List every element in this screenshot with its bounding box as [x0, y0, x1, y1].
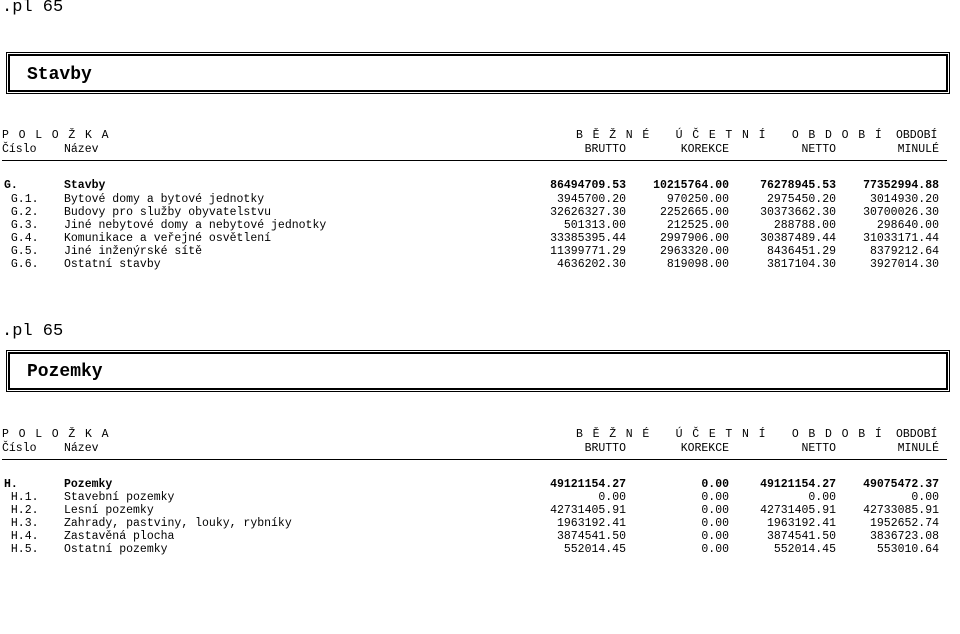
header-nazev: Název	[64, 442, 99, 455]
row-netto: 3817104.30	[766, 258, 836, 271]
header-brutto: BRUTTO	[584, 143, 626, 156]
row-code: H.3.	[4, 517, 39, 530]
row-brutto: 0.00	[598, 491, 626, 504]
row-brutto: 3874541.50	[556, 530, 626, 543]
header-nazev: Název	[64, 143, 99, 156]
row-korekce: 0.00	[701, 530, 729, 543]
row-netto: 2975450.20	[766, 193, 836, 206]
row-name: Pozemky	[64, 478, 113, 491]
row-netto: 76278945.53	[760, 179, 836, 192]
row-name: Stavby	[64, 179, 106, 192]
row-code: G.3.	[4, 219, 39, 232]
row-minule: 3014930.20	[869, 193, 939, 206]
header-brutto: BRUTTO	[584, 442, 626, 455]
row-korekce: 2963320.00	[659, 245, 729, 258]
row-netto: 8436451.29	[766, 245, 836, 258]
row-netto: 1963192.41	[766, 517, 836, 530]
row-netto: 3874541.50	[766, 530, 836, 543]
section-title-box	[6, 350, 950, 392]
row-name: Stavební pozemky	[64, 491, 175, 504]
row-code: H.	[4, 478, 18, 491]
header-bezne-obdobi: B Ě Ž N É Ú Č E T N Í O B D O B Í	[576, 129, 884, 142]
row-minule: 49075472.37	[863, 478, 939, 491]
row-brutto: 33385395.44	[550, 232, 626, 245]
row-name: Jiné nebytové domy a nebytové jednotky	[64, 219, 327, 232]
header-korekce: KOREKCE	[680, 143, 729, 156]
row-korekce: 10215764.00	[653, 179, 729, 192]
header-cislo: Číslo	[2, 442, 37, 455]
table-row	[0, 258, 960, 349]
row-code: G.1.	[4, 193, 39, 206]
row-minule: 3927014.30	[869, 258, 939, 271]
row-minule: 31033171.44	[863, 232, 939, 245]
row-name: Budovy pro služby obyvatelstvu	[64, 206, 272, 219]
row-code: G.6.	[4, 258, 39, 271]
row-minule: 30700026.30	[863, 206, 939, 219]
row-name: Ostatní pozemky	[64, 543, 168, 556]
row-code: G.4.	[4, 232, 39, 245]
row-code: H.1.	[4, 491, 39, 504]
row-brutto: 552014.45	[563, 543, 626, 556]
row-korekce: 212525.00	[666, 219, 729, 232]
row-korekce: 0.00	[701, 491, 729, 504]
header-netto: NETTO	[801, 442, 836, 455]
row-name: Lesní pozemky	[64, 504, 154, 517]
row-minule: 1952652.74	[869, 517, 939, 530]
row-code: G.2.	[4, 206, 39, 219]
row-name: Zastavěná plocha	[64, 530, 175, 543]
row-minule: 298640.00	[876, 219, 939, 232]
header-obdobi: OBDOBÍ	[896, 428, 938, 441]
header-divider	[2, 160, 947, 161]
header-bezne-obdobi: B Ě Ž N É Ú Č E T N Í O B D O B Í	[576, 428, 884, 441]
header-netto: NETTO	[801, 143, 836, 156]
row-netto: 49121154.27	[760, 478, 836, 491]
row-code: H.5.	[4, 543, 39, 556]
header-korekce: KOREKCE	[680, 442, 729, 455]
row-name: Jiné inženýrské sítě	[64, 245, 203, 258]
row-netto: 288788.00	[773, 219, 836, 232]
row-minule: 77352994.88	[863, 179, 939, 192]
page-length-label: .pl 65	[2, 322, 64, 341]
row-korekce: 0.00	[701, 517, 729, 530]
table-row	[0, 543, 960, 634]
header-divider	[2, 459, 947, 460]
row-code: G.5.	[4, 245, 39, 258]
header-minule: MINULÉ	[897, 143, 939, 156]
page-length-label: .pl 65	[2, 0, 64, 17]
row-brutto: 42731405.91	[550, 504, 626, 517]
section-title-box	[6, 52, 950, 94]
row-korekce: 819098.00	[666, 258, 729, 271]
row-brutto: 4636202.30	[556, 258, 626, 271]
header-obdobi: OBDOBÍ	[896, 129, 938, 142]
row-name: Ostatní stavby	[64, 258, 161, 271]
header-minule: MINULÉ	[897, 442, 939, 455]
row-korekce: 2997906.00	[659, 232, 729, 245]
row-minule: 3836723.08	[869, 530, 939, 543]
row-brutto: 32626327.30	[550, 206, 626, 219]
row-brutto: 3945700.20	[556, 193, 626, 206]
row-brutto: 1963192.41	[556, 517, 626, 530]
section-title: Pozemky	[27, 362, 103, 382]
row-korekce: 970250.00	[666, 193, 729, 206]
row-korekce: 0.00	[701, 504, 729, 517]
row-netto: 42731405.91	[760, 504, 836, 517]
row-code: H.2.	[4, 504, 39, 517]
row-name: Komunikace a veřejné osvětlení	[64, 232, 272, 245]
row-minule: 553010.64	[876, 543, 939, 556]
row-brutto: 11399771.29	[550, 245, 626, 258]
row-netto: 30387489.44	[760, 232, 836, 245]
row-netto: 0.00	[808, 491, 836, 504]
row-korekce: 0.00	[701, 478, 729, 491]
row-name: Zahrady, pastviny, louky, rybníky	[64, 517, 292, 530]
header-cislo: Číslo	[2, 143, 37, 156]
row-name: Bytové domy a bytové jednotky	[64, 193, 265, 206]
row-minule: 42733085.91	[863, 504, 939, 517]
row-code: G.	[4, 179, 18, 192]
row-brutto: 49121154.27	[550, 478, 626, 491]
row-code: H.4.	[4, 530, 39, 543]
row-netto: 552014.45	[773, 543, 836, 556]
row-korekce: 2252665.00	[659, 206, 729, 219]
row-brutto: 86494709.53	[550, 179, 626, 192]
row-minule: 8379212.64	[869, 245, 939, 258]
row-netto: 30373662.30	[760, 206, 836, 219]
row-minule: 0.00	[911, 491, 939, 504]
header-polozka: P O L O Ž K A	[2, 428, 110, 441]
section-title: Stavby	[27, 65, 92, 85]
row-brutto: 501313.00	[563, 219, 626, 232]
header-polozka: P O L O Ž K A	[2, 129, 110, 142]
row-korekce: 0.00	[701, 543, 729, 556]
